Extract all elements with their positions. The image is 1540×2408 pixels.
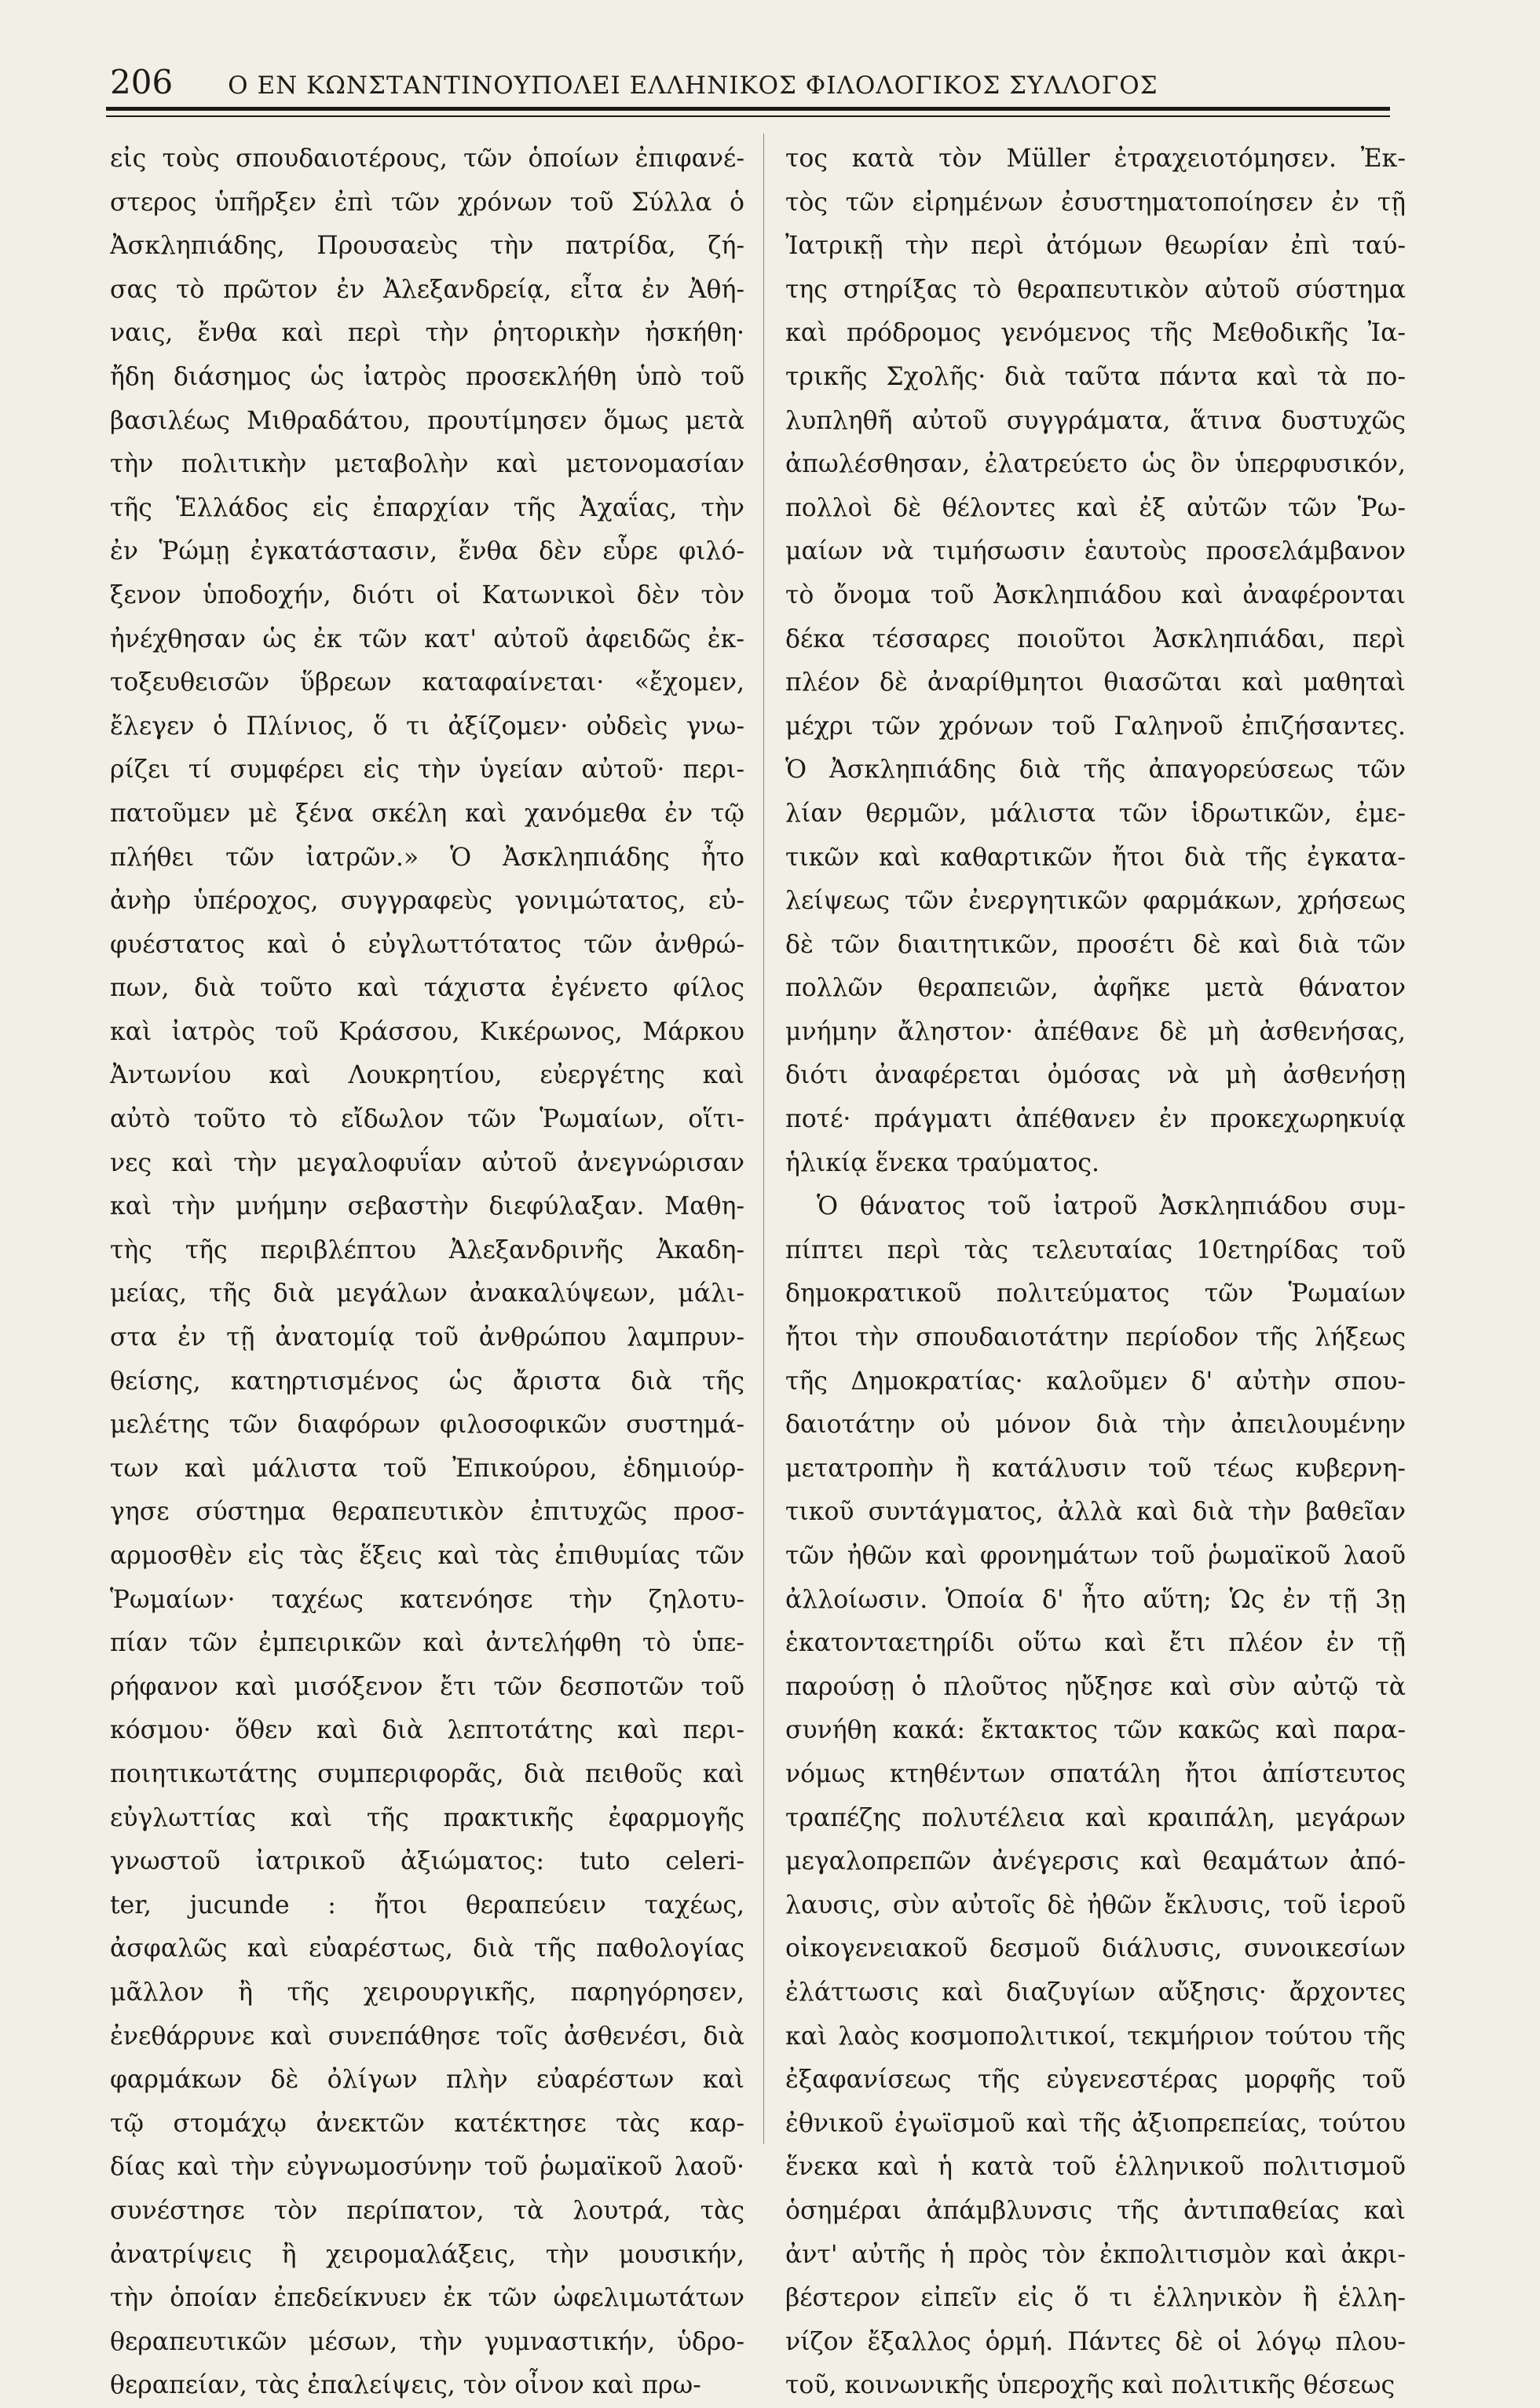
text-line: σας τὸ πρῶτον ἐν Ἀλεξανδρείᾳ, εἶτα ἐν Ἀθή-: [110, 275, 744, 304]
text-line: Ἰατρικῇ τὴν περὶ ἀτόμων θεωρίαν ἐπὶ ταύ-: [785, 232, 1406, 261]
text-line: τῆς Ἑλλάδος εἰς ἐπαρχίαν τῆς Ἀχαΐας, τὴν: [110, 493, 744, 522]
text-line: Ὁ θάνατος τοῦ ἰατροῦ Ἀσκληπιάδου συμ-: [817, 1192, 1406, 1221]
text-line: ἔλεγεν ὁ Πλίνιος, ὅ τι ἀξίζομεν· οὐδεὶς γνω-: [110, 712, 744, 741]
text-line: Ἀσκληπιάδης, Προυσαεὺς τὴν πατρίδα, ζή-: [110, 232, 744, 261]
text-line: ρίζει τί συμφέρει εἰς τὴν ὑγείαν αὐτοῦ· περι-: [110, 756, 744, 785]
text-line: ter, jucunde : ἤτοι θεραπεύειν ταχέως,: [110, 1890, 744, 1919]
text-line: τὴς τῆς περιβλέπτου Ἀλεξανδρινῆς Ἀκαδη-: [110, 1235, 744, 1264]
text-line: λαυσις, σὺν αὐτοῖς δὲ ἠθῶν ἔκλυσις, τοῦ ἱεροῦ: [785, 1890, 1406, 1919]
text-line: αρμοσθὲν εἰς τὰς ἕξεις καὶ τὰς ἐπιθυμίας τῶν: [110, 1542, 744, 1570]
text-line: ἐν Ῥώμῃ ἐγκατάστασιν, ἔνθα δὲν εὗρε φιλό-: [110, 537, 744, 566]
text-line: ἐθνικοῦ ἐγωϊσμοῦ καὶ τῆς ἀξιοπρεπείας, τούτου: [785, 2109, 1406, 2138]
text-line: συνέστησε τὸν περίπατον, τὰ λουτρά, τὰς: [110, 2196, 744, 2225]
text-line: στα ἐν τῇ ἀνατομίᾳ τοῦ ἀνθρώπου λαμπρυν-: [110, 1323, 744, 1352]
text-line: ἑκατονταετηρίδι οὕτω καὶ ἔτι πλέον ἐν τῇ: [785, 1629, 1406, 1658]
text-line: μετατροπὴν ἢ κατάλυσιν τοῦ τέως κυβερνη-: [785, 1454, 1406, 1483]
page-number: 206: [110, 63, 174, 101]
text-line: ὁσημέραι ἀπάμβλυνσις τῆς ἀντιπαθείας καὶ: [785, 2196, 1406, 2225]
text-line: γνωστοῦ ἰατρικοῦ ἀξιώματος: tuto celeri-: [110, 1847, 744, 1876]
text-line: τῷ στομάχῳ ἀνεκτῶν κατέκτησε τὰς καρ-: [110, 2109, 744, 2138]
text-line: βασιλέως Μιθραδάτου, προυτίμησεν ὅμως μετὰ: [110, 406, 744, 435]
text-line: ἀνὴρ ὑπέροχος, συγγραφεὺς γονιμώτατος, εὐ-: [110, 887, 744, 916]
text-line: ποιητικωτάτης συμπεριφορᾶς, διὰ πειθοῦς καὶ: [110, 1759, 744, 1788]
text-line: τοῦ, κοινωνικῆς ὑπεροχῆς καὶ πολιτικῆς θέσεως: [785, 2371, 1396, 2400]
text-line: καὶ πρόδρομος γενόμενος τῆς Μεθοδικῆς Ἰα-: [785, 319, 1406, 348]
column-divider: [763, 134, 764, 2144]
text-line: μαίων νὰ τιμήσωσιν ἑαυτοὺς προσελάμβανον: [785, 537, 1406, 566]
text-line: οἰκογενειακοῦ δεσμοῦ διάλυσις, συνοικεσίων: [785, 1934, 1406, 1963]
text-line: τικοῦ συντάγματος, ἀλλὰ καὶ διὰ τὴν βαθεῖαν: [785, 1498, 1406, 1527]
text-line: ναις, ἔνθα καὶ περὶ τὴν ῥητορικὴν ἠσκήθη·: [110, 319, 744, 348]
text-line: ἐλάττωσις καὶ διαζυγίων αὔξησις· ἄρχοντες: [785, 1978, 1406, 2007]
text-line: ἀσφαλῶς καὶ εὐαρέστως, διὰ τῆς παθολογίας: [110, 1934, 744, 1963]
text-line: τρικῆς Σχολῆς· διὰ ταῦτα πάντα καὶ τὰ πο-: [785, 362, 1406, 391]
text-line: δὲ τῶν διαιτητικῶν, προσέτι δὲ καὶ διὰ τῶν: [785, 930, 1406, 959]
text-line: ἀλλοίωσιν. Ὁποία δ' ἦτο αὕτη; Ὡς ἐν τῇ 3ῃ: [785, 1585, 1406, 1614]
text-line: Ἀντωνίου καὶ Λουκρητίου, εὐεργέτης καὶ: [110, 1061, 744, 1090]
text-line: ἀνατρίψεις ἢ χειρομαλάξεις, τὴν μουσικήν,: [110, 2240, 744, 2269]
text-line: δημοκρατικοῦ πολιτεύματος τῶν Ῥωμαίων: [785, 1279, 1406, 1308]
header-rule-thin: [106, 115, 1390, 117]
text-line: δαιοτάτην οὐ μόνον διὰ τὴν ἀπειλουμένην: [785, 1411, 1406, 1440]
text-line: νες καὶ τὴν μεγαλοφυΐαν αὐτοῦ ἀνεγνώρισαν: [110, 1148, 744, 1177]
text-line: ρήφανον καὶ μισόξενον ἔτι τῶν δεσποτῶν τοῦ: [110, 1672, 744, 1701]
text-line: ἐνεθάρρυνε καὶ συνεπάθησε τοῖς ἀσθενέσι, διὰ: [110, 2022, 744, 2051]
text-line: ἤδη διάσημος ὡς ἰατρὸς προσεκλήθη ὑπὸ τοῦ: [110, 362, 744, 391]
text-line: θεραπευτικῶν μέσων, τὴν γυμναστικήν, ὑδρο-: [110, 2327, 744, 2356]
text-line: μεγαλοπρεπῶν ἀνέγερσις καὶ θεαμάτων ἀπό-: [785, 1847, 1406, 1876]
text-line: διότι ἀναφέρεται ὀμόσας νὰ μὴ ἀσθενήσῃ: [785, 1061, 1406, 1090]
text-line: πίαν τῶν ἐμπειρικῶν καὶ ἀντελήφθη τὸ ὑπε-: [110, 1629, 744, 1658]
text-line: τῆς Δημοκρατίας· καλοῦμεν δ' αὐτὴν σπου-: [785, 1367, 1406, 1396]
text-line: ἤτοι τὴν σπουδαιοτάτην περίοδον τῆς λήξεως: [785, 1323, 1406, 1352]
text-line: πολλῶν θεραπειῶν, ἀφῆκε μετὰ θάνατον: [785, 974, 1406, 1003]
text-line: των καὶ μάλιστα τοῦ Ἐπικούρου, ἐδημιούρ-: [110, 1454, 744, 1483]
text-line: τὴν πολιτικὴν μεταβολὴν καὶ μετονομασίαν: [110, 450, 744, 479]
text-line: πλήθει τῶν ἰατρῶν.» Ὁ Ἀσκληπιάδης ἦτο: [110, 843, 744, 872]
text-line: δέκα τέσσαρες ποιοῦτοι Ἀσκληπιάδαι, περὶ: [785, 624, 1406, 653]
text-line: Ῥωμαίων· ταχέως κατενόησε τὴν ζηλοτυ-: [110, 1585, 744, 1614]
text-line: πολλοὶ δὲ θέλοντες καὶ ἐξ αὐτῶν τῶν Ῥω-: [785, 493, 1406, 522]
text-line: τος κατὰ τὸν Müller ἐτραχειοτόμησεν. Ἐκ-: [785, 145, 1406, 173]
text-line: νίζον ἔξαλλος ὁρμή. Πάντες δὲ οἱ λόγῳ πλου-: [785, 2327, 1406, 2356]
text-line: τικῶν καὶ καθαρτικῶν ἤτοι διὰ τῆς ἐγκατα-: [785, 843, 1406, 872]
text-line: μέχρι τῶν χρόνων τοῦ Γαληνοῦ ἐπιζήσαντες.: [785, 712, 1406, 741]
text-line: ποτέ· πράγματι ἀπέθανεν ἐν προκεχωρηκυίᾳ: [785, 1105, 1406, 1134]
text-line: ἕνεκα καὶ ἡ κατὰ τοῦ ἑλληνικοῦ πολιτισμοῦ: [785, 2153, 1406, 2182]
text-line: τραπέζης πολυτέλεια καὶ κραιπάλη, μεγάρων: [785, 1803, 1406, 1832]
left-column: [110, 137, 744, 2408]
text-line: ἡλικίᾳ ἕνεκα τραύματος.: [785, 1148, 1100, 1177]
right-column: [785, 137, 1406, 2408]
text-line: λυπληθῆ αὐτοῦ συγγράματα, ἅτινα δυστυχῶς: [785, 406, 1406, 435]
text-line: φυέστατος καὶ ὁ εὐγλωττότατος τῶν ἀνθρώ-: [110, 930, 744, 959]
text-line: ἀντ' αὐτῆς ἡ πρὸς τὸν ἐκπολιτισμὸν καὶ ἀκρι-: [785, 2240, 1406, 2269]
text-line: εὐγλωττίας καὶ τῆς πρακτικῆς ἐφαρμογῆς: [110, 1803, 744, 1832]
text-line: εἰς τοὺς σπουδαιοτέρους, τῶν ὁποίων ἐπιφανέ-: [110, 145, 744, 173]
text-line: Ὁ Ἀσκληπιάδης διὰ τῆς ἀπαγορεύσεως τῶν: [785, 756, 1406, 785]
header-rule-thick: [106, 107, 1390, 111]
text-line: πλέον δὲ ἀναρίθμητοι θιασῶται καὶ μαθηταὶ: [785, 668, 1406, 697]
text-line: νόμως κτηθέντων σπατάλη ἤτοι ἀπίστευτος: [785, 1759, 1406, 1788]
text-line: αὐτὸ τοῦτο τὸ εἴδωλον τῶν Ῥωμαίων, οἵτι-: [110, 1105, 744, 1134]
text-line: τὸς τῶν εἰρημένων ἐσυστηματοποίησεν ἐν τῇ: [785, 188, 1406, 217]
text-line: ἠνέχθησαν ὡς ἐκ τῶν κατ' αὐτοῦ ἀφειδῶς ἐκ-: [110, 624, 744, 653]
text-line: ξενον ὑποδοχήν, διότι οἱ Κατωνικοὶ δὲν τὸν: [110, 580, 744, 609]
text-line: της στηρίξας τὸ θεραπευτικὸν αὐτοῦ σύστημα: [785, 275, 1406, 304]
text-line: τοξευθεισῶν ὕβρεων καταφαίνεται· «ἔχομεν,: [110, 668, 744, 697]
text-line: βέστερον εἰπεῖν εἰς ὅ τι ἑλληνικὸν ἢ ἑλλη-: [785, 2284, 1406, 2313]
running-title: Ο ΕΝ ΚΩΝΣΤΑΝΤΙΝΟΥΠΟΛΕΙ ΕΛΛΗΝΙΚΟΣ ΦΙΛΟΛΟΓΙΚΟΣ ΣΥΛΛΟΓΟΣ: [228, 71, 1158, 100]
text-line: μνήμην ἄληστον· ἀπέθανε δὲ μὴ ἀσθενήσας,: [785, 1017, 1406, 1046]
text-line: τὴν ὁποίαν ἐπεδείκνυεν ἐκ τῶν ὠφελιμωτάτων: [110, 2284, 744, 2313]
text-line: μείας, τῆς διὰ μεγάλων ἀνακαλύψεων, μάλι-: [110, 1279, 744, 1308]
text-line: παρούσῃ ὁ πλοῦτος ηὔξησε καὶ σὺν αὐτῷ τὰ: [785, 1672, 1406, 1701]
text-line: καὶ ἰατρὸς τοῦ Κράσσου, Κικέρωνος, Μάρκου: [110, 1017, 744, 1046]
text-line: μᾶλλον ἢ τῆς χειρουργικῆς, παρηγόρησεν,: [110, 1978, 744, 2007]
text-line: καὶ λαὸς κοσμοπολιτικοί, τεκμήριον τούτου τῆς: [785, 2022, 1406, 2051]
text-line: πίπτει περὶ τὰς τελευταίας 10ετηρίδας τοῦ: [785, 1235, 1406, 1264]
text-line: μελέτης τῶν διαφόρων φιλοσοφικῶν συστημά-: [110, 1411, 744, 1440]
text-line: στερος ὑπῆρξεν ἐπὶ τῶν χρόνων τοῦ Σύλλα ὁ: [110, 188, 744, 217]
text-line: δίας καὶ τὴν εὐγνωμοσύνην τοῦ ῥωμαϊκοῦ λαοῦ·: [110, 2153, 744, 2182]
text-line: λείψεως τῶν ἐνεργητικῶν φαρμάκων, χρήσεως: [785, 887, 1406, 916]
text-line: φαρμάκων δὲ ὀλίγων πλὴν εὐαρέστων καὶ: [110, 2066, 744, 2095]
text-line: συνήθη κακά: ἔκτακτος τῶν κακῶς καὶ παρα-: [785, 1716, 1406, 1745]
text-line: γησε σύστημα θεραπευτικὸν ἐπιτυχῶς προσ-: [110, 1498, 744, 1527]
text-line: θεραπείαν, τὰς ἐπαλείψεις, τὸν οἶνον καὶ πρω-: [110, 2371, 701, 2400]
text-line: θείσης, κατηρτισμένος ὡς ἄριστα διὰ τῆς: [110, 1367, 744, 1396]
text-line: καὶ τὴν μνήμην σεβαστὴν διεφύλαξαν. Μαθη-: [110, 1192, 744, 1221]
text-line: πων, διὰ τοῦτο καὶ τάχιστα ἐγένετο φίλος: [110, 974, 744, 1003]
text-line: τῶν ἠθῶν καὶ φρονημάτων τοῦ ῥωμαϊκοῦ λαοῦ: [785, 1542, 1406, 1570]
text-line: πατοῦμεν μὲ ξένα σκέλη καὶ χανόμεθα ἐν τῷ: [110, 799, 744, 828]
text-line: ἐξαφανίσεως τῆς εὐγενεστέρας μορφῆς τοῦ: [785, 2066, 1406, 2095]
text-line: ἀπωλέσθησαν, ἐλατρεύετο ὡς ὂν ὑπερφυσικόν,: [785, 450, 1406, 479]
text-line: τὸ ὄνομα τοῦ Ἀσκληπιάδου καὶ ἀναφέρονται: [785, 580, 1406, 609]
text-line: κόσμου· ὅθεν καὶ διὰ λεπτοτάτης καὶ περι-: [110, 1716, 744, 1745]
text-line: λίαν θερμῶν, μάλιστα τῶν ἱδρωτικῶν, ἐμε-: [785, 799, 1406, 828]
